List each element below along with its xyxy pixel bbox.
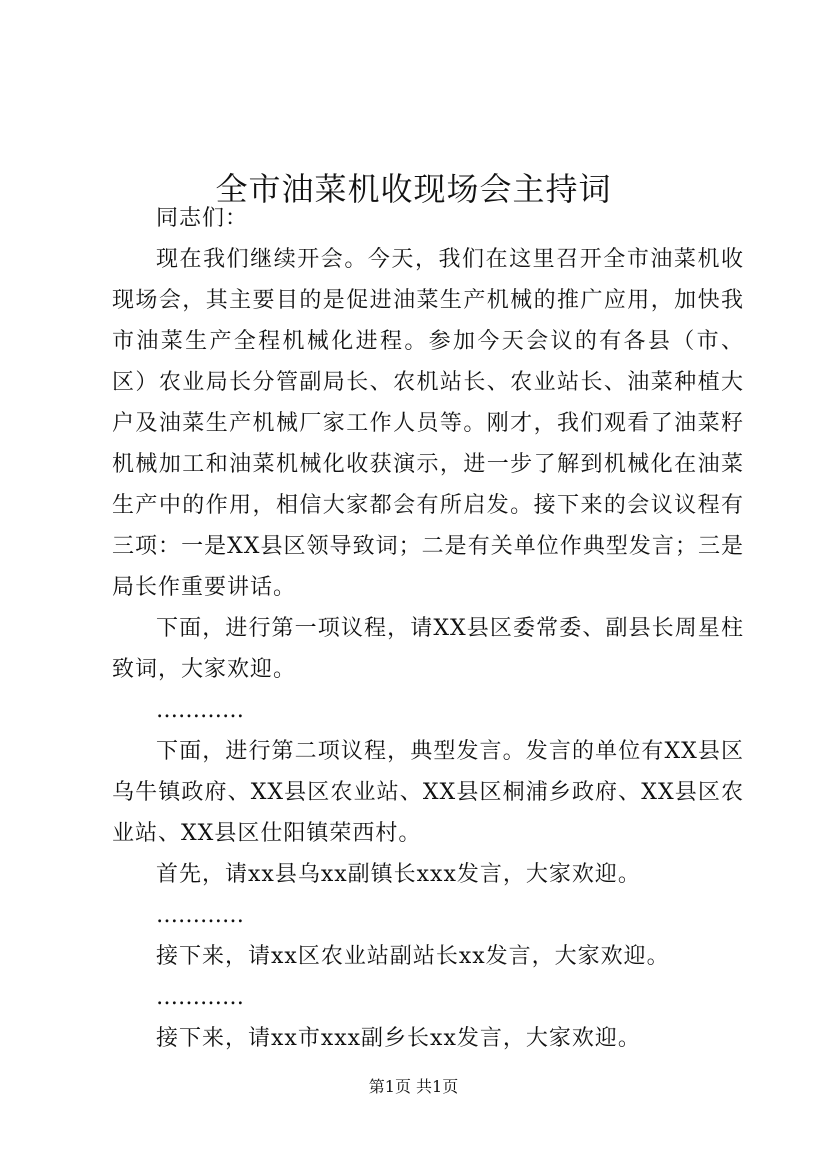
greeting-paragraph: 同志们： — [156, 206, 249, 231]
third-speaker-paragraph: 接下来，请xx市xxx副乡长xx发言，大家欢迎。 — [156, 1026, 641, 1051]
opening-paragraph: 现在我们继续开会。今天，我们在这里召开全市油菜机收现场会，其主要目的是促进油菜生产机械的推广应用，加快我市油菜生产全程机械化进程。参加今天会议的有各县（市、区）农业局长分管副局长、农机站长、农业站长、油菜种植大户及油菜生产机械厂家工作人员等。刚才，我们观看了油菜籽机械加工和油菜机械化收获演示，进一步了解到机械化在油菜生产中的作用，相信大家都会有所启发。接下来的会议议程有三项：一是XX县区领导致词；二是有关单位作典型发言；三是局长作重要讲话。 — [112, 247, 744, 600]
agenda-item-two-paragraph: 下面，进行第二项议程，典型发言。发言的单位有XX县区乌牛镇政府、XX县区农业站、XX县区桐浦乡政府、XX县区农业站、XX县区仕阳镇荣西村。 — [112, 739, 744, 846]
ellipsis-separator: ………… — [156, 985, 244, 1010]
document-body — [112, 198, 744, 1059]
ellipsis-separator: ………… — [156, 903, 244, 928]
second-speaker-paragraph: 接下来，请xx区农业站副站长xx发言，大家欢迎。 — [156, 944, 670, 969]
first-speaker-paragraph: 首先，请xx县乌xx副镇长xxx发言，大家欢迎。 — [156, 862, 641, 887]
agenda-item-one-paragraph: 下面，进行第一项议程，请XX县区委常委、副县长周星柱致词，大家欢迎。 — [112, 616, 744, 682]
page-number-footer: 第1页 共1页 — [368, 1077, 459, 1096]
ellipsis-separator: ………… — [156, 698, 244, 723]
document-title: 全市油菜机收现场会主持词 — [215, 170, 612, 209]
